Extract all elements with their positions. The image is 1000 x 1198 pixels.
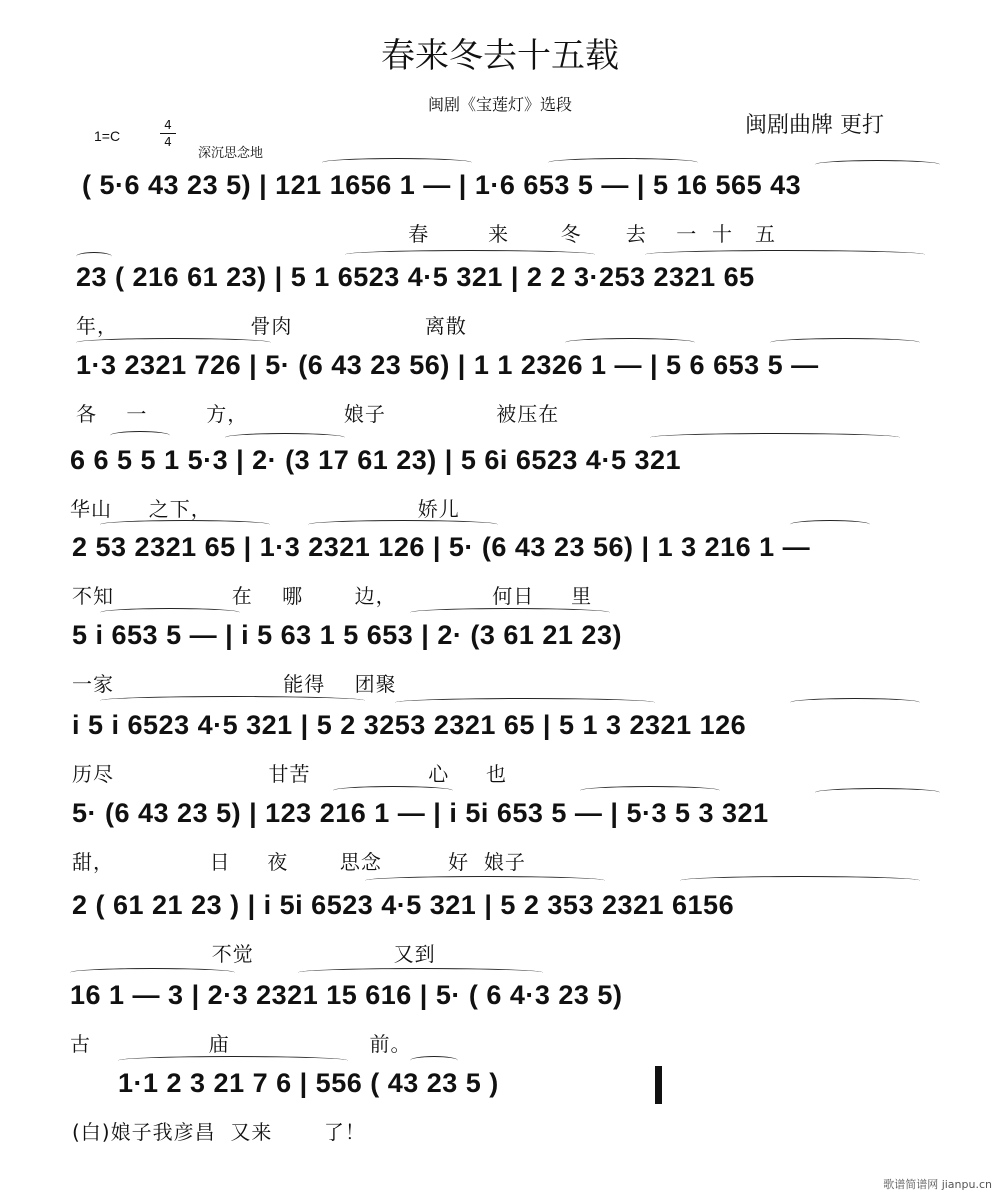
slur <box>790 698 920 707</box>
slur <box>333 786 453 795</box>
lyrics: 年， 骨肉 离散 <box>76 314 467 338</box>
notation: 6 6 5 5 1 5·3 | 2· (3 17 61 23) | 5 6i 6523 4·5 321 <box>70 445 682 475</box>
qupai-label: 闽剧曲牌 更打 <box>745 113 884 138</box>
lyrics: 一家 能得 团聚 <box>72 672 397 696</box>
slur <box>100 520 270 529</box>
watermark: 歌谱简谱网 jianpu.cn <box>883 1178 992 1191</box>
notation: 5· (6 43 23 5) | 123 216 1 — | i 5i 653 5 — | 5·3 5 3 321 <box>72 798 769 828</box>
notation: 16 1 — 3 | 2·3 2321 15 616 | 5· ( 6 4·3 23 5) <box>70 980 623 1010</box>
slur <box>298 968 543 977</box>
slur <box>345 250 595 259</box>
lyrics: 春 来 冬 去 一 十 五 <box>320 222 777 246</box>
lyrics: 历尽 甘苦 心 也 <box>72 762 508 786</box>
slur <box>118 1056 348 1065</box>
lyrics: 甜， 日 夜 思念 好 娘子 <box>72 850 526 874</box>
lyrics: 不觉 又到 <box>72 942 436 966</box>
slur <box>680 876 920 885</box>
slur <box>770 338 920 347</box>
slur <box>76 252 112 261</box>
notation: i 5 i 6523 4·5 321 | 5 2 3253 2321 65 | 5 1 3 2321 126 <box>72 710 747 740</box>
time-signature-bottom: 4 <box>164 135 172 149</box>
slur <box>565 338 695 347</box>
slur <box>395 698 655 707</box>
slur <box>645 250 925 259</box>
lyrics: (白)娘子我彦昌 又来 了！ <box>72 1120 366 1144</box>
notation: 1·1 2 3 21 7 6 | 556 ( 43 23 5 ) <box>118 1068 499 1098</box>
time-signature-top: 4 <box>164 118 172 132</box>
slur <box>650 433 900 442</box>
slur <box>308 520 498 529</box>
lyrics: 华山 之下， 娇儿 <box>70 497 460 521</box>
key-signature: 1=C <box>94 128 121 144</box>
slur <box>100 696 365 705</box>
slur <box>815 788 940 797</box>
slur <box>365 876 605 885</box>
notation: 23 ( 216 61 23) | 5 1 6523 4·5 321 | 2 2 3·253 2321 65 <box>76 262 755 292</box>
final-barline <box>655 1066 662 1104</box>
notation: 1·3 2321 726 | 5· (6 43 23 56) | 1 1 2326 1 — | 5 6 653 5 — <box>76 350 819 380</box>
subtitle: 闽剧《宝莲灯》选段 <box>427 95 572 114</box>
slur <box>76 338 271 347</box>
slur <box>548 158 698 167</box>
lyrics: 古 庙 前。 <box>70 1032 412 1056</box>
slur <box>580 786 720 795</box>
lyrics: 各 一 方， 娘子 被压在 <box>76 402 560 426</box>
slur <box>410 1056 458 1065</box>
lyrics: 不知 在 哪 边， 何日 里 <box>72 584 593 608</box>
slur <box>100 608 240 617</box>
notation: 2 ( 61 21 23 ) | i 5i 6523 4·5 321 | 5 2 353 2321 6156 <box>72 890 735 920</box>
notation: 2 53 2321 65 | 1·3 2321 126 | 5· (6 43 23 56) | 1 3 216 1 — <box>72 532 811 562</box>
time-signature <box>160 118 176 149</box>
page-title: 春来冬去十五载 <box>381 36 619 76</box>
notation: ( 5·6 43 23 5) | 121 1656 1 — | 1·6 653 5 — | 5 16 565 43 <box>82 170 802 200</box>
slur <box>70 968 235 977</box>
slur <box>110 431 170 440</box>
slur <box>410 608 610 617</box>
expression-mark: 深沉思念地 <box>198 146 264 161</box>
slur <box>815 160 940 169</box>
slur <box>790 520 870 529</box>
notation: 5 i 653 5 — | i 5 63 1 5 653 | 2· (3 61 21 23) <box>72 620 622 650</box>
slur <box>322 158 472 167</box>
slur <box>225 433 345 442</box>
